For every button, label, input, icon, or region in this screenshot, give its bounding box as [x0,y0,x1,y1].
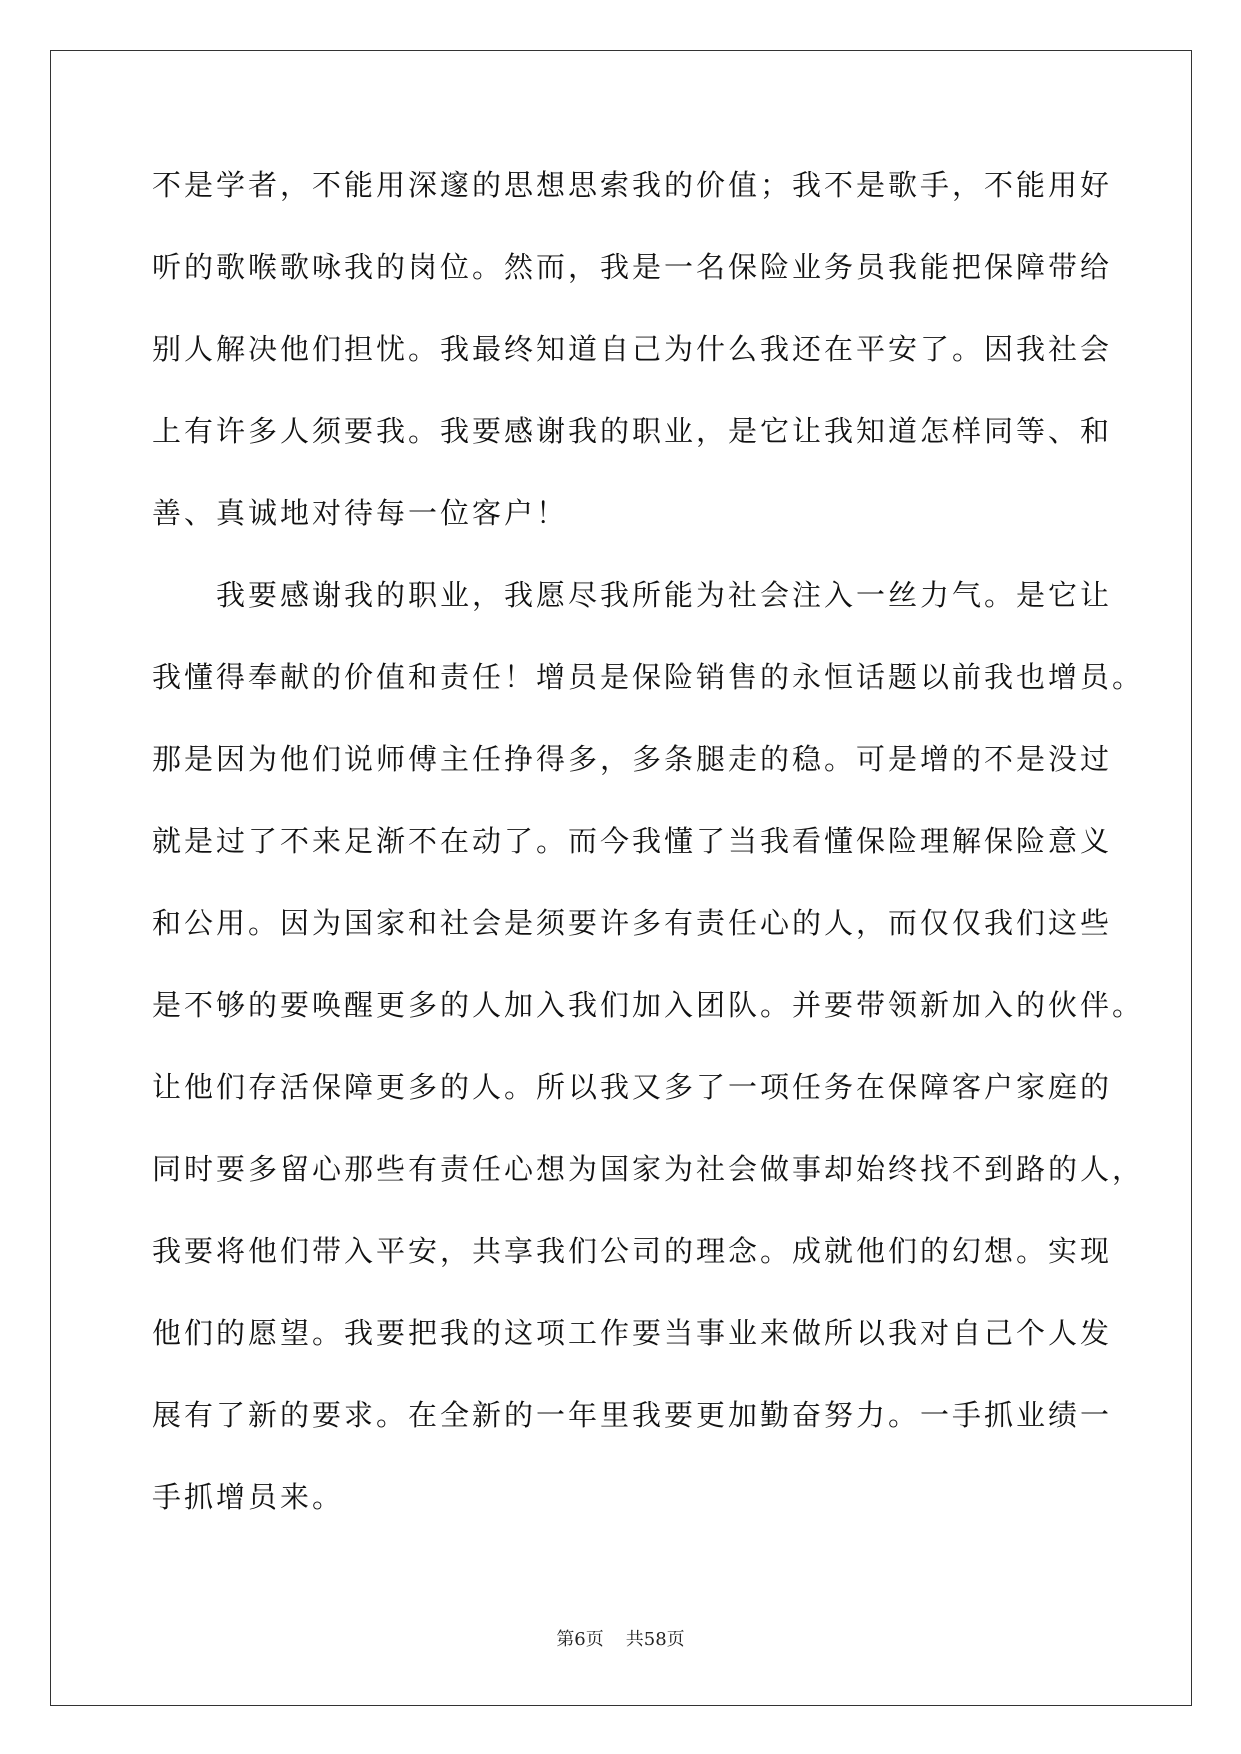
text-line: 手抓增员来。 [152,1480,345,1514]
text-line: 不是学者，不能用深邃的思想思索我的价值；我不是歌手，不能用好 [152,168,1113,202]
document-body [152,160,1145,1554]
text-line: 别人解决他们担忧。我最终知道自己为什么我还在平安了。因我社会 [152,332,1113,366]
text-line: 和公用。因为国家和社会是须要许多有责任心的人，而仅仅我们这些 [152,906,1113,940]
text-line: 同时要多留心那些有责任心想为国家为社会做事却始终找不到路的人， [152,1152,1145,1186]
text-line: 听的歌喉歌咏我的岗位。然而，我是一名保险业务员我能把保障带给 [152,250,1113,284]
text-line: 我要将他们带入平安，共享我们公司的理念。成就他们的幻想。实现 [152,1234,1113,1268]
page-number: 第6页 [556,1629,604,1650]
text-line: 我懂得奉献的价值和责任！增员是保险销售的永恒话题以前我也增员。 [152,660,1145,694]
text-line: 善、真诚地对待每一位客户！ [152,496,569,530]
text-line: 他们的愿望。我要把我的这项工作要当事业来做所以我对自己个人发 [152,1316,1113,1350]
text-line: 那是因为他们说师傅主任挣得多，多条腿走的稳。可是增的不是没过 [152,742,1113,776]
text-line: 展有了新的要求。在全新的一年里我要更加勤奋努力。一手抓业绩一 [152,1398,1113,1432]
total-pages: 共58页 [625,1629,685,1650]
text-line: 就是过了不来足渐不在动了。而今我懂了当我看懂保险理解保险意义 [152,824,1113,858]
text-line: 我要感谢我的职业，我愿尽我所能为社会注入一丝力气。是它让 [152,578,1113,612]
text-line: 是不够的要唤醒更多的人加入我们加入团队。并要带领新加入的伙伴。 [152,988,1145,1022]
text-line: 上有许多人须要我。我要感谢我的职业，是它让我知道怎样同等、和 [152,414,1113,448]
page-footer [0,1625,1241,1651]
text-line: 让他们存活保障更多的人。所以我又多了一项任务在保障客户家庭的 [152,1070,1113,1104]
